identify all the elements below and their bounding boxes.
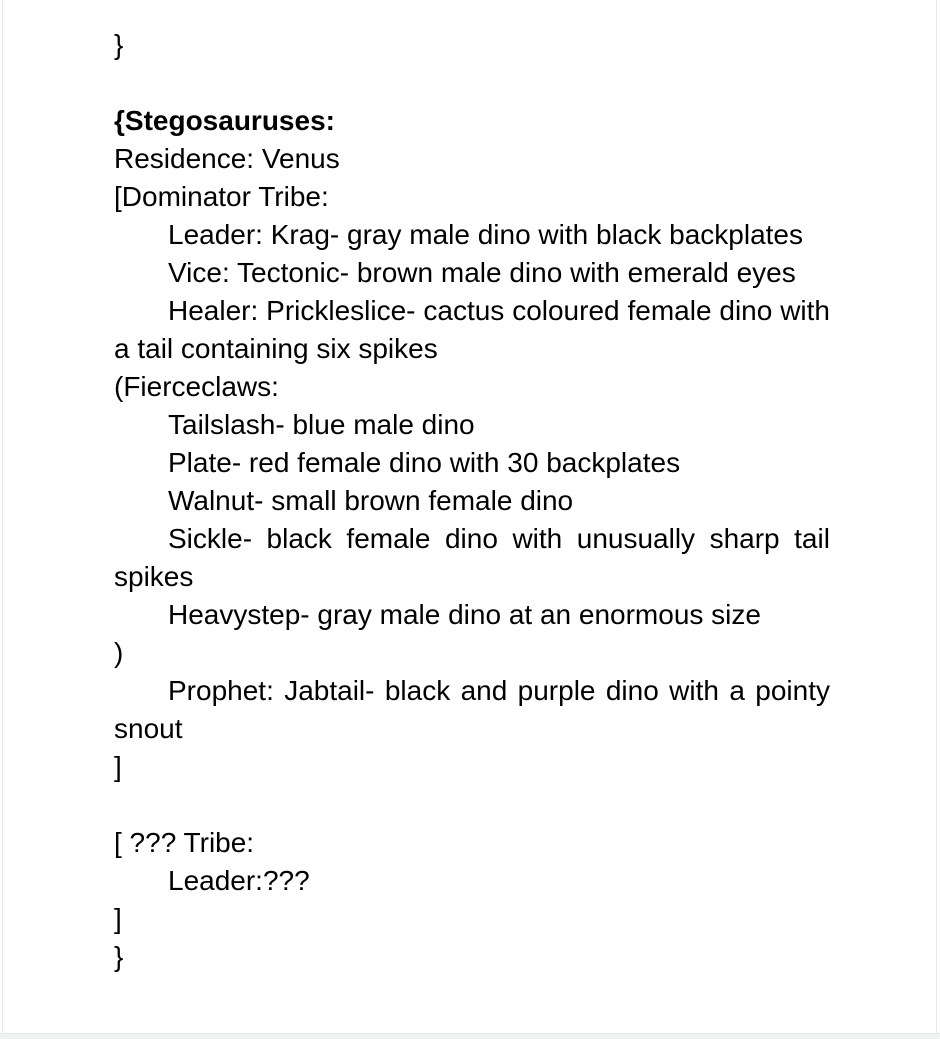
- text-line[interactable]: a tail containing six spikes: [114, 333, 438, 364]
- text-line[interactable]: Leader: Krag- gray male dino with black backplates: [168, 219, 804, 250]
- word: pointy: [755, 675, 830, 706]
- document-page[interactable]: [2, 0, 937, 1033]
- word: with: [512, 523, 563, 554]
- text-line[interactable]: [114, 520, 830, 558]
- word: Jabtail-: [284, 675, 375, 706]
- word: dino: [719, 295, 773, 326]
- text-line[interactable]: Walnut- small brown female dino: [168, 485, 574, 516]
- text-line[interactable]: Heavystep- gray male dino at an enormous size: [168, 599, 761, 630]
- word: cactus: [423, 295, 505, 326]
- word: dino: [605, 675, 659, 706]
- text-line[interactable]: }: [114, 941, 124, 972]
- word: Prickleslice-: [266, 295, 416, 326]
- text-line[interactable]: ]: [114, 903, 122, 934]
- text-line[interactable]: Residence: Venus: [114, 143, 340, 174]
- word: female: [346, 523, 431, 554]
- text-line[interactable]: snout: [114, 713, 183, 744]
- word: black: [384, 675, 451, 706]
- document-text-area[interactable]: [114, 26, 830, 976]
- word: a: [729, 675, 745, 706]
- text-line[interactable]: [114, 672, 830, 710]
- page-gap-strip: [0, 1033, 940, 1039]
- text-line[interactable]: [Dominator Tribe:: [114, 181, 329, 212]
- word: Healer:: [168, 295, 259, 326]
- text-line[interactable]: Vice: Tectonic- brown male dino with emerald eyes: [168, 257, 796, 288]
- text-line[interactable]: ]: [114, 751, 122, 782]
- text-line[interactable]: Tailslash- blue male dino: [168, 409, 475, 440]
- text-line[interactable]: (Fierceclaws:: [114, 371, 279, 402]
- text-line[interactable]: spikes: [114, 561, 194, 592]
- text-line[interactable]: [ ??? Tribe:: [114, 827, 255, 858]
- text-line[interactable]: }: [114, 29, 124, 60]
- word: purple: [517, 675, 596, 706]
- text-line[interactable]: Plate- red female dino with 30 backplates: [168, 447, 681, 478]
- word: with: [669, 675, 719, 706]
- blank-line[interactable]: [114, 64, 830, 102]
- text-line[interactable]: ): [114, 637, 124, 668]
- word: dino: [444, 523, 498, 554]
- word: female: [627, 295, 712, 326]
- text-line[interactable]: {Stegosauruses:: [114, 105, 335, 136]
- text-line[interactable]: Leader:???: [168, 865, 310, 896]
- word: Prophet:: [168, 675, 274, 706]
- word: unusually: [576, 523, 696, 554]
- blank-line[interactable]: [114, 786, 830, 824]
- text-line[interactable]: [114, 292, 830, 330]
- word: black: [266, 523, 332, 554]
- word: and: [460, 675, 508, 706]
- word: tail: [794, 523, 830, 554]
- word: coloured: [512, 295, 620, 326]
- word: with: [780, 295, 830, 326]
- word: Sickle-: [168, 523, 253, 554]
- word: sharp: [709, 523, 780, 554]
